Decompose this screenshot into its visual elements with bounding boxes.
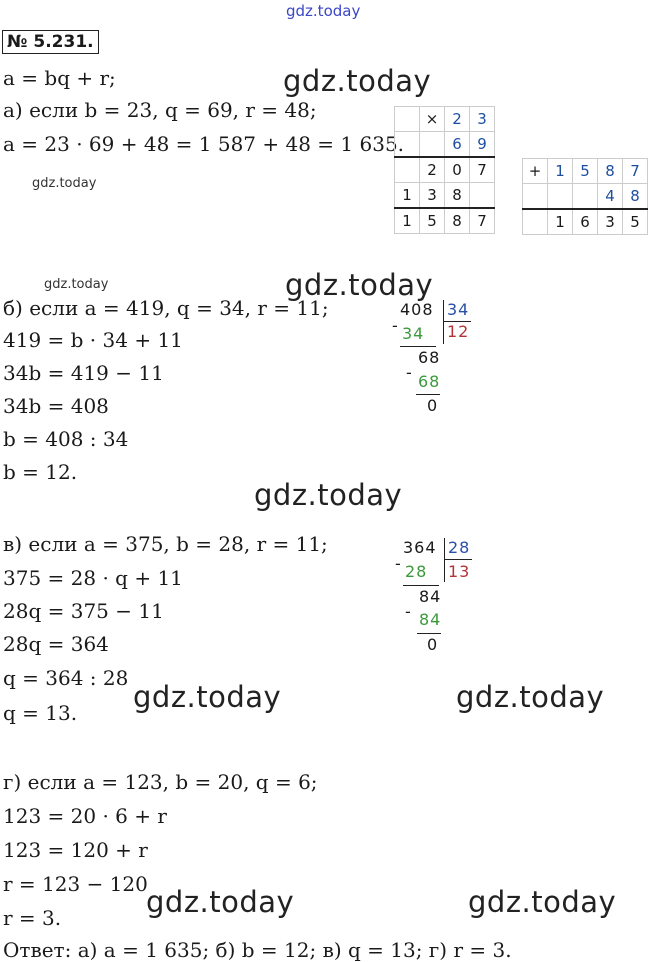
part-v-line: q = 13. [3,701,78,725]
divisor: 28 [448,538,471,557]
part-b-line: 419 = b · 34 + 11 [3,328,183,352]
table-cell: 1 [395,208,420,234]
long-division-2 [395,538,495,668]
table-cell [523,209,548,235]
table-cell: 5 [573,159,598,184]
remainder: 0 [427,396,439,415]
table-cell [573,184,598,210]
part-g-line: r = 3. [3,906,62,930]
table-cell: 0 [445,157,470,183]
quotient: 12 [447,322,470,341]
subtraction-rule [403,585,439,586]
watermark: gdz.today [468,885,617,919]
table-cell [395,107,420,132]
table-cell: 5 [420,208,445,234]
table-cell: 1 [548,159,573,184]
part-b-line: b = 408 : 34 [3,427,129,451]
table-cell: 3 [420,183,445,209]
table-cell: + [523,159,548,184]
table-cell: 8 [445,183,470,209]
table-cell: 2 [445,107,470,132]
watermark-small: gdz.today [32,176,97,191]
division-bar [444,538,445,582]
remainder: 84 [419,587,442,606]
table-cell: 5 [623,209,648,235]
long-division-1 [392,300,492,430]
part-g-line: r = 123 − 120 [3,872,148,896]
table-cell: 1 [548,209,573,235]
table-cell [395,132,420,158]
table-cell: 8 [445,208,470,234]
quotient: 13 [448,562,471,581]
division-rule [444,559,472,560]
problem-number: № 5.231. [2,30,99,54]
table-cell: × [420,107,445,132]
table-cell [470,183,495,209]
table-cell: 8 [623,184,648,210]
subtrahend: 68 [418,372,441,391]
answer: Ответ: а) a = 1 635; б) b = 12; в) q = 13; г) r = 3. [3,938,512,962]
table-cell [523,184,548,210]
part-a-calculation: a = 23 · 69 + 48 = 1 587 + 48 = 1 635. [3,132,405,156]
table-cell: 6 [445,132,470,158]
part-a-condition: а) если b = 23, q = 69, r = 48; [3,98,317,122]
watermark: gdz.today [456,680,605,714]
division-bar [443,300,444,344]
subtraction-rule [400,346,436,347]
part-g-condition: г) если a = 123, b = 20, q = 6; [3,770,318,794]
minus-sign: - [406,363,413,382]
part-g-line: 123 = 20 · 6 + r [3,804,167,828]
part-v-line: 28q = 364 [3,632,109,656]
part-v-line: 28q = 375 − 11 [3,599,164,623]
watermark: gdz.today [133,680,282,714]
remainder: 68 [418,348,441,367]
part-b-line: 34b = 408 [3,394,109,418]
subtrahend: 28 [405,562,428,581]
minus-sign: - [405,602,412,621]
watermark: gdz.today [285,268,434,302]
table-cell [548,184,573,210]
subtrahend: 84 [419,610,442,629]
subtraction-rule [417,633,441,634]
part-v-condition: в) если a = 375, b = 28, r = 11; [3,532,328,556]
table-cell: 4 [598,184,623,210]
watermark-top: gdz.today [286,2,361,20]
table-cell: 6 [573,209,598,235]
table-cell: 3 [598,209,623,235]
addition-table [522,158,648,235]
part-v-line: 375 = 28 · q + 11 [3,566,183,590]
part-v-line: q = 364 : 28 [3,666,129,690]
table-cell: 7 [623,159,648,184]
minus-sign: - [395,554,402,573]
subtrahend: 34 [402,324,425,343]
subtraction-rule [416,394,440,395]
dividend: 408 [400,300,434,319]
watermark: gdz.today [254,478,403,512]
table-cell: 1 [395,183,420,209]
table-cell: 8 [598,159,623,184]
dividend: 364 [403,538,437,557]
part-b-condition: б) если a = 419, q = 34, r = 11; [3,296,329,320]
table-cell: 9 [470,132,495,158]
remainder: 0 [427,635,439,654]
minus-sign: - [392,316,399,335]
table-cell: 3 [470,107,495,132]
table-cell [420,132,445,158]
table-cell [395,157,420,183]
part-g-line: 123 = 120 + r [3,838,148,862]
watermark: gdz.today [283,64,432,98]
table-cell: 2 [420,157,445,183]
formula: a = bq + r; [3,66,116,90]
divisor: 34 [447,300,470,319]
multiplication-table [394,106,495,234]
part-b-line: b = 12. [3,460,78,484]
watermark: gdz.today [146,885,295,919]
part-b-line: 34b = 419 − 11 [3,361,164,385]
watermark-small: gdz.today [44,277,109,292]
table-cell: 7 [470,157,495,183]
table-cell: 7 [470,208,495,234]
